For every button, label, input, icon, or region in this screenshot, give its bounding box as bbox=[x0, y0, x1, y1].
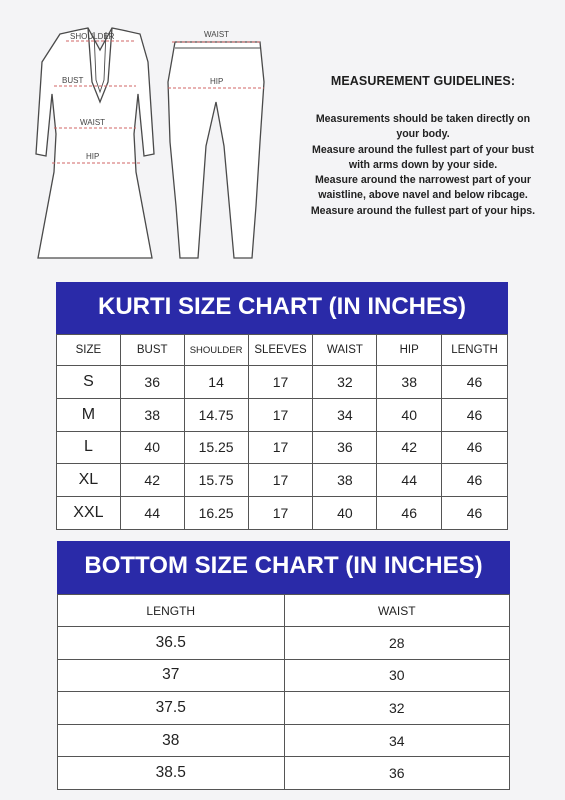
bottom-chart-title: BOTTOM SIZE CHART (IN INCHES) bbox=[57, 541, 510, 594]
cell-waist: 36 bbox=[284, 757, 510, 790]
cell-bust: 38 bbox=[120, 398, 184, 431]
cell-hip: 40 bbox=[377, 398, 442, 431]
table-row bbox=[58, 757, 510, 790]
cell-length: 46 bbox=[442, 431, 508, 464]
cell-length: 37.5 bbox=[58, 692, 285, 725]
cell-size: M bbox=[57, 398, 121, 431]
cell-length: 46 bbox=[442, 497, 508, 530]
table-row bbox=[57, 398, 508, 431]
cell-length: 38.5 bbox=[58, 757, 285, 790]
cell-shoulder: 14 bbox=[184, 366, 248, 399]
pant-illustration bbox=[168, 42, 264, 258]
cell-length: 46 bbox=[442, 398, 508, 431]
bottom-size-table bbox=[57, 594, 510, 790]
cell-waist: 34 bbox=[284, 724, 510, 757]
cell-shoulder: 16.25 bbox=[184, 497, 248, 530]
guideline-line: with arms down by your side. bbox=[348, 158, 498, 171]
kurti-size-table bbox=[56, 334, 508, 530]
column-header-size: SIZE bbox=[57, 335, 121, 366]
cell-waist: 28 bbox=[284, 627, 510, 660]
cell-waist: 40 bbox=[313, 497, 377, 530]
cell-bust: 40 bbox=[120, 431, 184, 464]
cell-length: 36.5 bbox=[58, 627, 285, 660]
column-header-waist: WAIST bbox=[313, 335, 377, 366]
guideline-line: Measure around the fullest part of your bust bbox=[312, 143, 534, 156]
column-header-hip: HIP bbox=[377, 335, 442, 366]
guidelines-title: MEASUREMENT GUIDELINES: bbox=[330, 74, 516, 88]
guideline-line: Measurements should be taken directly on bbox=[315, 113, 531, 125]
kurti-hip-label: HIP bbox=[86, 152, 100, 161]
pant-waist-label: WAIST bbox=[204, 30, 230, 39]
table-row bbox=[57, 366, 508, 399]
garment-diagram bbox=[30, 22, 280, 270]
cell-size: XL bbox=[57, 464, 121, 497]
cell-hip: 46 bbox=[377, 497, 442, 530]
table-row bbox=[57, 431, 508, 464]
kurti-bust-label: BUST bbox=[62, 76, 84, 85]
cell-waist: 38 bbox=[313, 464, 377, 497]
garment-illustration bbox=[30, 22, 280, 270]
table-header-row bbox=[57, 335, 508, 366]
cell-waist: 36 bbox=[313, 431, 377, 464]
column-header-length: LENGTH bbox=[58, 595, 285, 627]
kurti-shoulder-label: SHOULDER bbox=[70, 32, 115, 41]
cell-hip: 38 bbox=[377, 366, 442, 399]
cell-size: XXL bbox=[57, 497, 121, 530]
cell-waist: 32 bbox=[284, 692, 510, 725]
column-header-waist: WAIST bbox=[284, 595, 510, 627]
cell-hip: 44 bbox=[377, 464, 442, 497]
kurti-waist-label: WAIST bbox=[80, 118, 106, 127]
column-header-sleeves: SLEEVES bbox=[248, 335, 313, 366]
guideline-line: waistline, above navel and below ribcage. bbox=[318, 189, 528, 202]
cell-sleeves: 17 bbox=[248, 464, 313, 497]
cell-waist: 32 bbox=[313, 366, 377, 399]
guideline-line: Measure around the fullest part of your hips. bbox=[310, 204, 536, 217]
table-row bbox=[58, 692, 510, 725]
cell-shoulder: 15.25 bbox=[184, 431, 248, 464]
measurement-guidelines bbox=[292, 74, 554, 219]
cell-waist: 30 bbox=[284, 659, 510, 692]
cell-length: 37 bbox=[58, 659, 285, 692]
table-row bbox=[58, 659, 510, 692]
table-row bbox=[58, 627, 510, 660]
cell-length: 46 bbox=[442, 366, 508, 399]
cell-sleeves: 17 bbox=[248, 497, 313, 530]
cell-length: 46 bbox=[442, 464, 508, 497]
column-header-bust: BUST bbox=[120, 335, 184, 366]
table-row bbox=[58, 724, 510, 757]
table-row bbox=[57, 497, 508, 530]
cell-bust: 42 bbox=[120, 464, 184, 497]
cell-size: S bbox=[57, 366, 121, 399]
guideline-line: your body. bbox=[396, 128, 450, 141]
cell-waist: 34 bbox=[313, 398, 377, 431]
cell-bust: 36 bbox=[120, 366, 184, 399]
table-header-row bbox=[58, 595, 510, 627]
kurti-illustration bbox=[36, 28, 154, 258]
cell-hip: 42 bbox=[377, 431, 442, 464]
pant-hip-label: HIP bbox=[210, 77, 224, 86]
cell-size: L bbox=[57, 431, 121, 464]
kurti-chart-title: KURTI SIZE CHART (IN INCHES) bbox=[56, 282, 508, 334]
column-header-shoulder: SHOULDER bbox=[184, 335, 248, 366]
cell-sleeves: 17 bbox=[248, 398, 313, 431]
cell-sleeves: 17 bbox=[248, 431, 313, 464]
cell-sleeves: 17 bbox=[248, 366, 313, 399]
table-row bbox=[57, 464, 508, 497]
cell-length: 38 bbox=[58, 724, 285, 757]
cell-shoulder: 15.75 bbox=[184, 464, 248, 497]
cell-shoulder: 14.75 bbox=[184, 398, 248, 431]
guideline-line: Measure around the narrowest part of your bbox=[314, 174, 532, 187]
column-header-length: LENGTH bbox=[442, 335, 508, 366]
cell-bust: 44 bbox=[120, 497, 184, 530]
